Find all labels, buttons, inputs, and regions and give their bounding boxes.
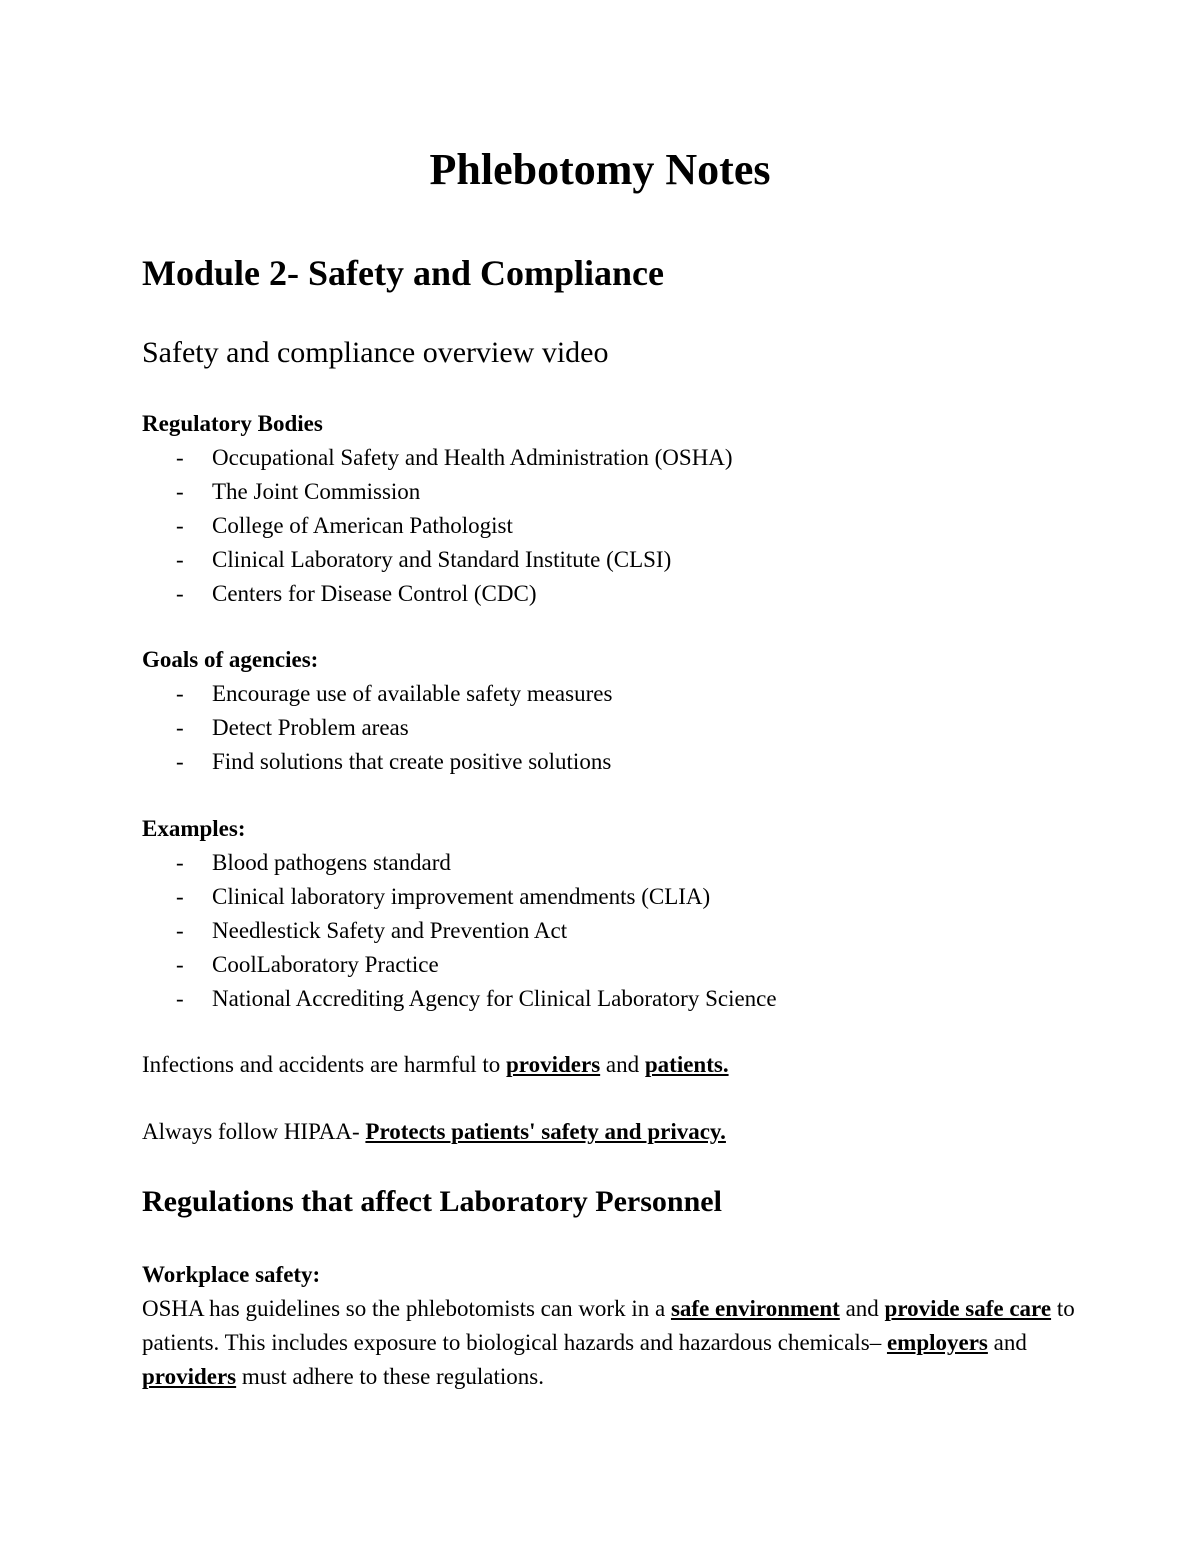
regulations-heading: Regulations that affect Laboratory Personnel [142,1185,722,1218]
list-item [142,745,1082,779]
workplace-text-3: to patients. This includes exposure to biological hazards and hazardous chemicals– [142,1296,1075,1355]
hipaa-paragraph [142,1115,1082,1149]
list-item [142,846,1082,880]
dash-bullet: - [176,445,184,470]
list-item [142,441,1082,475]
list-item-text: Detect Problem areas [212,715,409,740]
workplace-underline-provide-safe-care: provide safe care [884,1296,1052,1321]
regulatory-bodies-section [142,407,1082,611]
dash-bullet: - [176,749,184,774]
module-heading: Module 2- Safety and Compliance [142,253,664,293]
workplace-safety-section [142,1258,1082,1394]
overview-heading: Safety and compliance overview video [142,336,609,369]
regulatory-bodies-list [142,441,1082,611]
workplace-text-1: OSHA has guidelines so the phlebotomists can work in a [142,1296,671,1321]
infections-and: and [600,1052,645,1077]
hipaa-line [142,1115,1082,1149]
dash-bullet: - [176,479,184,504]
list-item-text: College of American Pathologist [212,513,513,538]
list-item-text: The Joint Commission [212,479,421,504]
list-item-text: Encourage use of available safety measures [212,681,613,706]
list-item [142,677,1082,711]
examples-heading: Examples: [142,816,246,841]
workplace-text-5: must adhere to these regulations. [236,1364,545,1389]
list-item [142,543,1082,577]
infections-paragraph [142,1048,1082,1082]
dash-bullet: - [176,547,184,572]
hipaa-text: Always follow HIPAA- [142,1119,366,1144]
list-item [142,711,1082,745]
list-item-text: Find solutions that create positive solutions [212,749,612,774]
goals-heading: Goals of agencies: [142,647,319,672]
workplace-underline-providers: providers [142,1364,237,1389]
list-item [142,982,1082,1016]
hipaa-underline: Protects patients' safety and privacy. [365,1119,726,1144]
dash-bullet: - [176,581,184,606]
infections-underline-providers: providers [506,1052,601,1077]
workplace-text-4: and [987,1330,1027,1355]
workplace-underline-employers: employers [886,1330,988,1355]
workplace-safety-paragraph [142,1292,1082,1394]
goals-list [142,677,1082,779]
list-item [142,914,1082,948]
list-item-text: Centers for Disease Control (CDC) [212,581,537,606]
dash-bullet: - [176,513,184,538]
examples-list [142,846,1082,1016]
list-item-text: Blood pathogens standard [212,850,451,875]
document-title: Phlebotomy Notes [429,145,771,194]
list-item-text: Needlestick Safety and Prevention Act [212,918,568,943]
dash-bullet: - [176,918,184,943]
dash-bullet: - [176,884,184,909]
list-item-text: Occupational Safety and Health Administration (OSHA) [212,445,733,470]
list-item-text: CoolLaboratory Practice [212,952,439,977]
list-item-text: Clinical laboratory improvement amendments (CLIA) [212,884,711,909]
list-item [142,880,1082,914]
examples-section [142,812,1082,1016]
workplace-text-2: and [839,1296,885,1321]
list-item [142,509,1082,543]
workplace-safety-heading: Workplace safety: [142,1262,321,1287]
regulatory-bodies-heading: Regulatory Bodies [142,411,323,436]
dash-bullet: - [176,681,184,706]
goals-section [142,643,1082,779]
list-item [142,475,1082,509]
list-item-text: National Accrediting Agency for Clinical Laboratory Science [212,986,777,1011]
dash-bullet: - [176,986,184,1011]
workplace-underline-safe-environment: safe environment [670,1296,840,1321]
list-item [142,948,1082,982]
infections-underline-patients: patients. [644,1052,729,1077]
infections-text: Infections and accidents are harmful to [142,1052,507,1077]
list-item-text: Clinical Laboratory and Standard Institute (CLSI) [212,547,672,572]
dash-bullet: - [176,850,184,875]
infections-line [142,1048,1082,1082]
dash-bullet: - [176,952,184,977]
list-item [142,577,1082,611]
dash-bullet: - [176,715,184,740]
